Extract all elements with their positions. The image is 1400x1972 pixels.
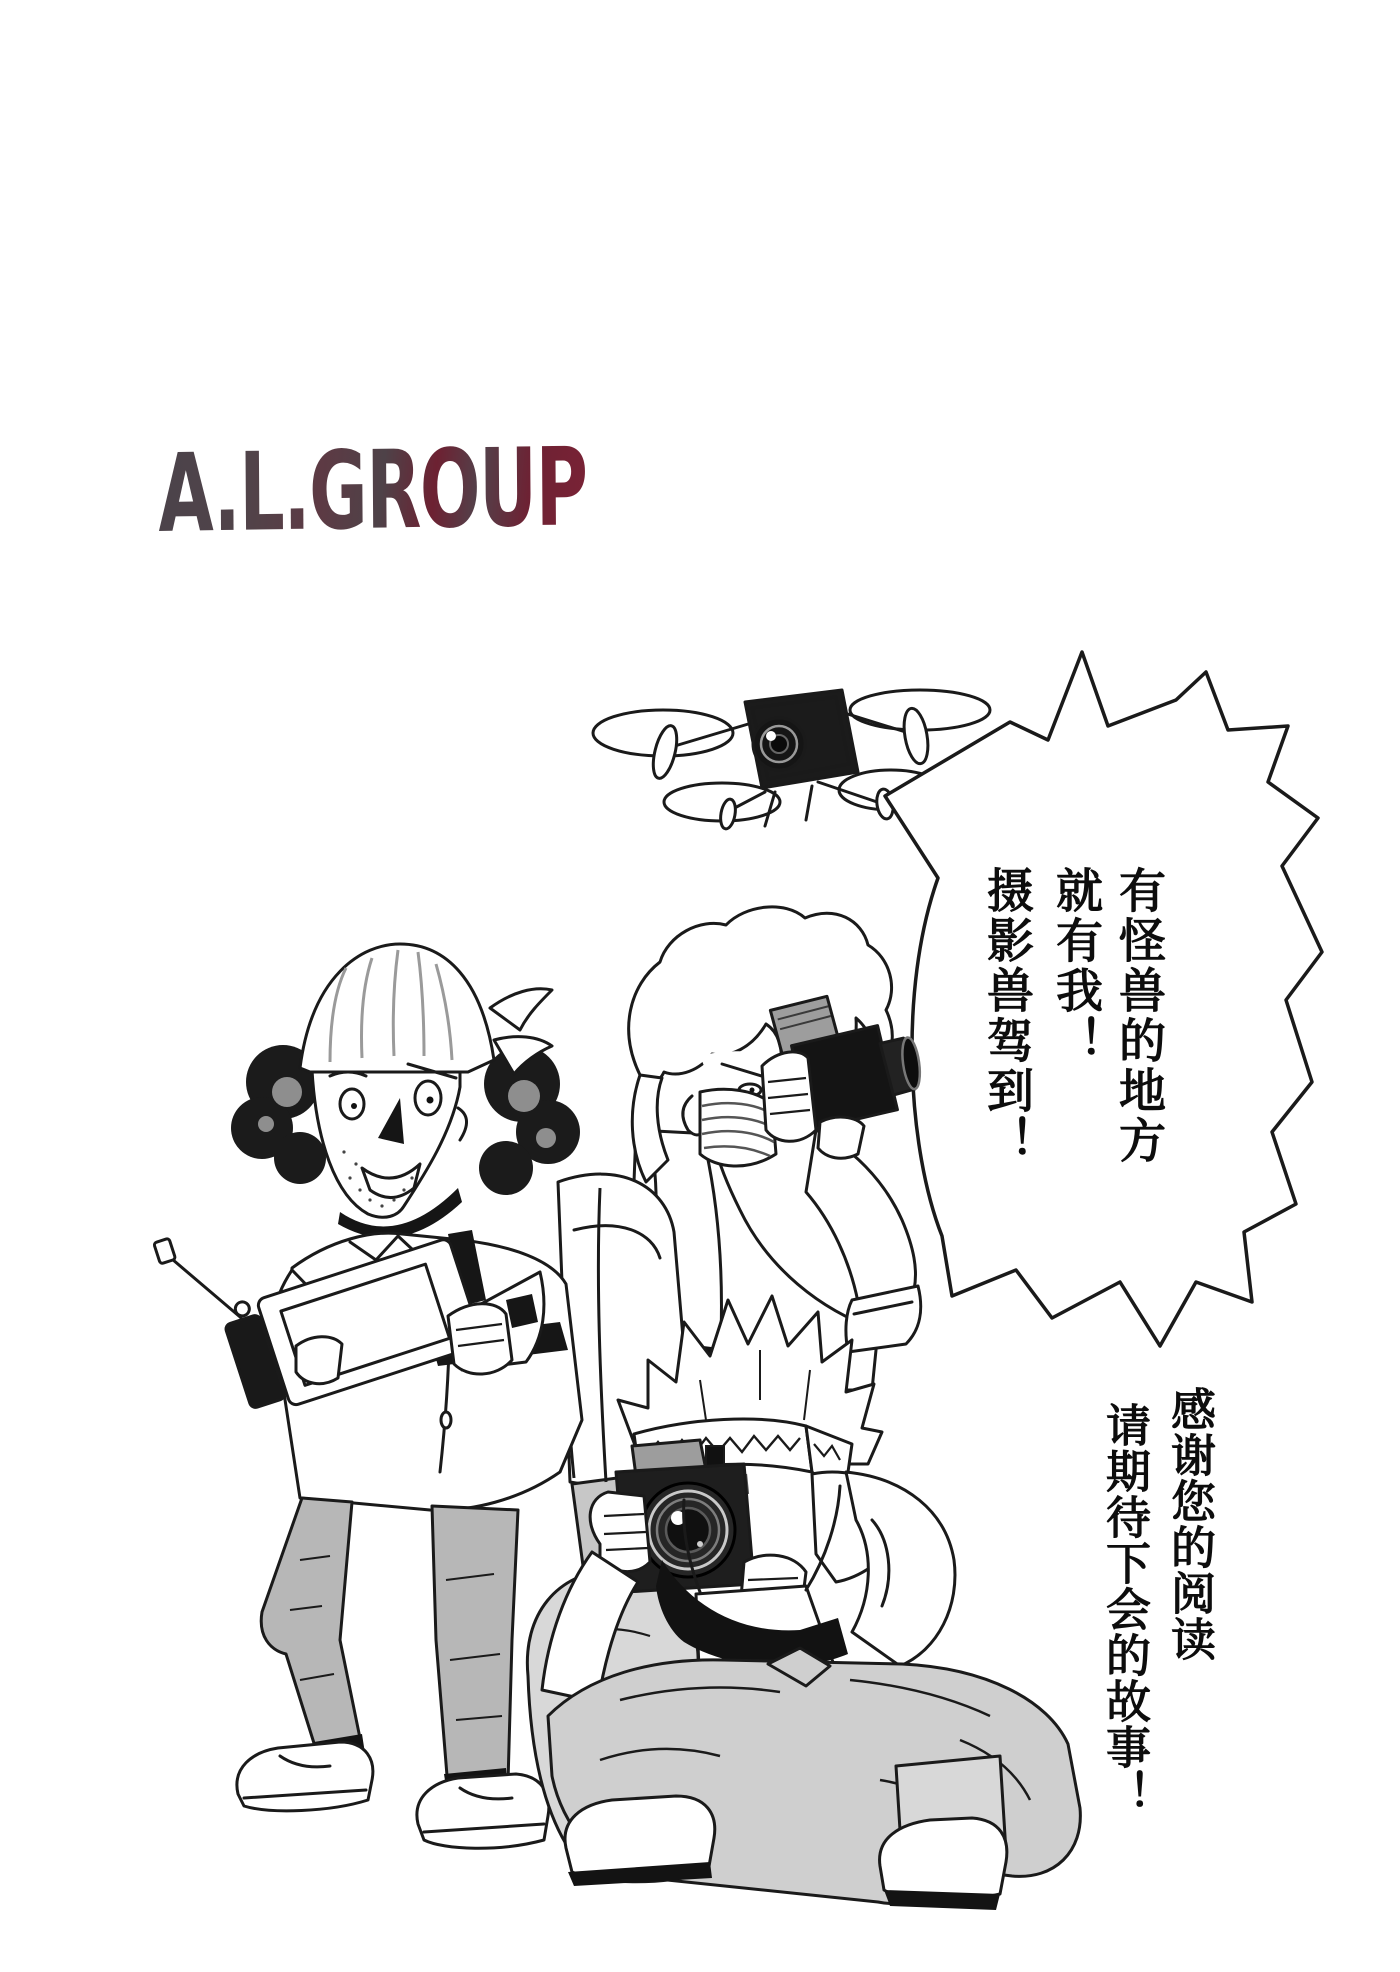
speech-bubble-text-col-3: 摄影兽驾到！ bbox=[979, 866, 1034, 1166]
bandana-knot bbox=[490, 989, 552, 1030]
sneaker bbox=[417, 1774, 549, 1848]
drone-arm bbox=[668, 722, 755, 748]
drone-rotor-blade bbox=[900, 707, 931, 766]
sneaker bbox=[565, 1796, 715, 1886]
controller-antenna bbox=[171, 1244, 241, 1333]
sneaker bbox=[880, 1818, 1007, 1910]
hand bbox=[818, 1117, 864, 1158]
button bbox=[441, 1412, 451, 1428]
drone-arm bbox=[818, 782, 880, 803]
drone-rotor-blade bbox=[719, 798, 738, 830]
speech-bubble-text-col-2: 就有我！ bbox=[1048, 866, 1103, 1066]
drone-camera bbox=[753, 718, 805, 770]
sneaker bbox=[237, 1742, 373, 1811]
antenna-tip bbox=[154, 1238, 176, 1264]
hand bbox=[448, 1304, 512, 1374]
speech-bubble-text-col-1: 有怪兽的地方 bbox=[1111, 866, 1166, 1166]
group-logo: A.L.GROUP bbox=[157, 425, 588, 557]
closing-text-col-2: 请期待下会的故事！ bbox=[1098, 1402, 1151, 1816]
drone-rotor-blade bbox=[649, 723, 681, 780]
closing-text-col-1: 感谢您的阅读 bbox=[1163, 1386, 1216, 1662]
hand bbox=[296, 1337, 342, 1384]
pilot-jeans-leg bbox=[261, 1498, 362, 1756]
speech-bubble bbox=[885, 652, 1322, 1346]
pupil bbox=[427, 1097, 434, 1104]
pupil bbox=[351, 1103, 357, 1109]
pilot-jeans-leg bbox=[432, 1506, 518, 1788]
ear bbox=[458, 1108, 467, 1140]
masked-photographer-arm bbox=[806, 1130, 916, 1302]
striped-bandana bbox=[300, 944, 552, 1074]
camera-lens bbox=[641, 1483, 735, 1577]
